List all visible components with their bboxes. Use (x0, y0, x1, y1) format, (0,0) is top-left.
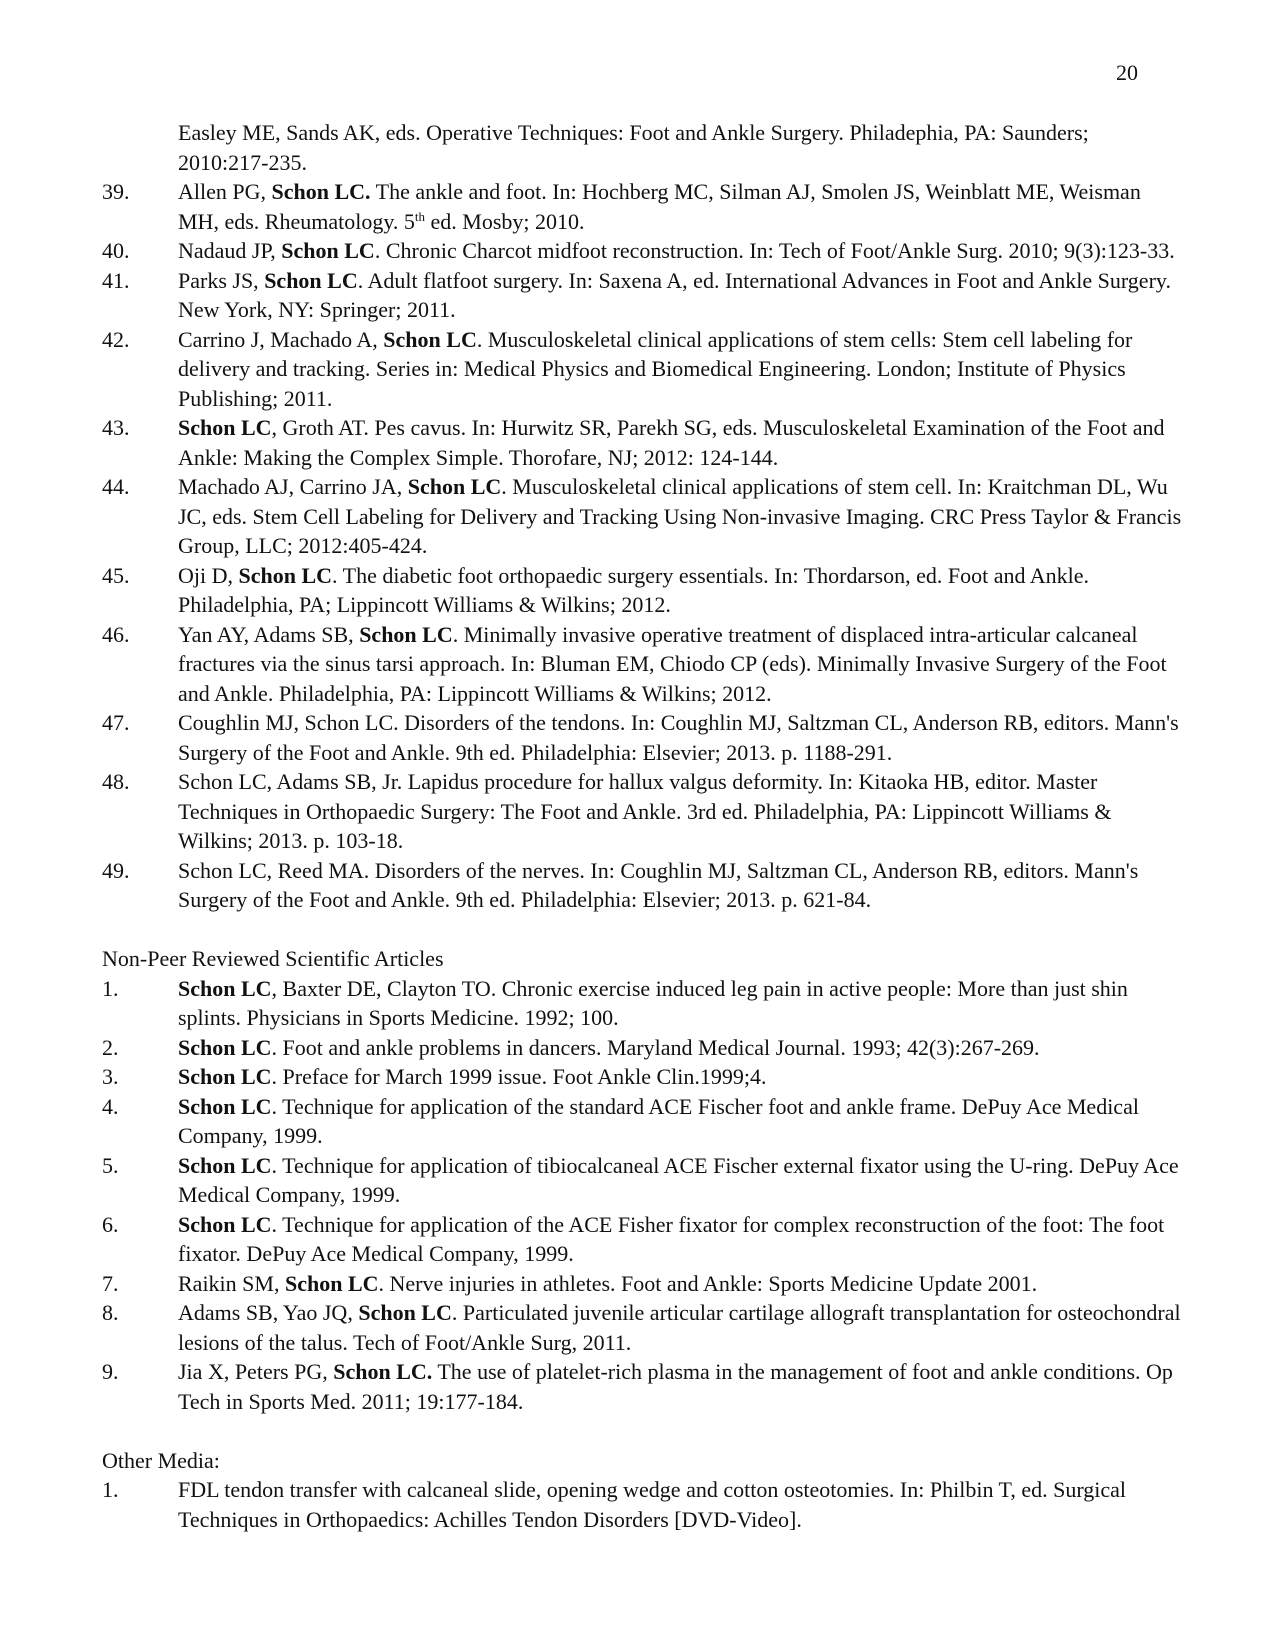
reference-number: 41. (102, 267, 130, 293)
author-highlight: Schon LC (383, 326, 477, 352)
reference-text-part: Allen PG, (178, 179, 272, 204)
reference-text-part: . Nerve injuries in athletes. Foot and Ankle: Sports Medicine Update 2001. (378, 1270, 1038, 1296)
reference-entry (102, 856, 1182, 915)
reference-text (178, 1092, 1182, 1151)
reference-number: 4. (102, 1093, 119, 1119)
reference-text-part: . Chronic Charcot midfoot reconstruction. In: Tech of Foot/Ankle Surg. 2010; 9(3):123-33. (374, 238, 1175, 263)
reference-text-part: . Adult flatfoot surgery. In: Saxena A, ed. International Advances in Foot and Ankle Surgery. New York, NY: Springer; 2011. (178, 267, 1171, 322)
reference-text (178, 561, 1182, 620)
reference-number: 48. (102, 769, 130, 794)
section-heading-non-peer: Non-Peer Reviewed Scientific Articles (102, 946, 444, 971)
reference-text (178, 266, 1182, 325)
reference-text-part: , Baxter DE, Clayton TO. Chronic exercise induced leg pain in active people: More than just shin splints. Physicians in Sports Medicine. 1992; 100. (178, 975, 1128, 1030)
author-highlight: Schon LC (284, 1270, 379, 1296)
page-number: 20 (1116, 60, 1138, 85)
reference-number: 2. (102, 1034, 119, 1060)
reference-text (178, 1062, 1182, 1092)
reference-text (178, 177, 1182, 236)
reference-entry (102, 236, 1182, 266)
author-highlight: Schon LC (178, 1093, 272, 1119)
reference-text-part: . Technique for application of tibiocalcaneal ACE Fischer external fixator using the U-ring. DePuy Ace Medical Company, 1999. (178, 1152, 1179, 1207)
reference-text-part: Schon LC, Reed MA. Disorders of the nerves. In: Coughlin MJ, Saltzman CL, Anderson RB, editors. Mann's Surgery of the Foot and Ankle. 9th ed. Philadelphia: Elsevier; 2013. p. 621-84. (178, 857, 1139, 912)
reference-text-part: Jia X, Peters PG, (178, 1359, 334, 1384)
reference-text-part: Nadaud JP, (178, 238, 282, 263)
reference-entry (102, 708, 1182, 767)
reference-text-part: The use of platelet-rich plasma in the management of foot and ankle conditions. Op Tech in Sports Med. 2011; 19:177-184. (178, 1359, 1173, 1414)
author-highlight: Schon LC (264, 267, 358, 293)
reference-text (178, 1298, 1182, 1357)
reference-text-part: Machado AJ, Carrino JA, (178, 474, 408, 499)
reference-text-part: . The diabetic foot orthopaedic surgery essentials. In: Thordarson, ed. Foot and Ankle. Philadelphia, PA; Lippincott Williams & Wilkins; 2012. (178, 562, 1090, 617)
reference-text-part: Yan AY, Adams SB, (178, 621, 360, 647)
reference-text-part: , Groth AT. Pes cavus. In: Hurwitz SR, Parekh SG, eds. Musculoskeletal Examination of the Foot and Ankle: Making the Complex Simple. Thorofare, NJ; 2012: 124-144. (178, 415, 1165, 470)
reference-text (178, 236, 1182, 266)
reference-entry (102, 177, 1182, 236)
section-heading-other-media: Other Media: (102, 1447, 220, 1473)
reference-number: 42. (102, 326, 130, 352)
reference-entry (102, 1475, 1182, 1534)
reference-entry (102, 472, 1182, 561)
reference-text-part: The ankle and foot. In: Hochberg MC, Silman AJ, Smolen JS, Weinblatt ME, Weisman MH, eds. Rheumatology. 5 (178, 179, 1141, 234)
reference-entry (102, 325, 1182, 414)
reference-entry (102, 974, 1182, 1033)
reference-number: 7. (102, 1270, 119, 1296)
author-highlight: Schon LC (178, 1152, 272, 1178)
reference-number: 40. (102, 238, 130, 263)
author-highlight: Schon LC. (333, 1359, 433, 1384)
reference-text (178, 974, 1182, 1033)
reference-text-part: ed. Mosby; 2010. (425, 208, 585, 234)
reference-text-part: Parks JS, (178, 267, 265, 293)
reference-number: 9. (102, 1359, 119, 1384)
reference-text (178, 325, 1182, 414)
reference-number: 8. (102, 1300, 119, 1325)
reference-text-part: . Particulated juvenile articular cartilage allograft transplantation for osteochondral lesions of the talus. Tech of Foot/Ankle Surg, 2011. (178, 1300, 1181, 1355)
author-highlight: Schon LC (358, 1300, 452, 1325)
author-highlight: Schon LC (407, 474, 502, 499)
reference-entry (102, 1033, 1182, 1063)
reference-number: 5. (102, 1152, 119, 1178)
reference-text-part: Coughlin MJ, Schon LC. Disorders of the tendons. In: Coughlin MJ, Saltzman CL, Anderson RB, editors. Mann's Surgery of the Foot and Ankle. 9th ed. Philadelphia: Elsevier; 2013. p. 1188-291. (178, 710, 1179, 765)
reference-text (178, 1357, 1182, 1416)
reference-text-part: . Foot and ankle problems in dancers. Maryland Medical Journal. 1993; 42(3):267-269. (271, 1034, 1040, 1060)
reference-text (178, 1033, 1182, 1063)
reference-text-part: Raikin SM, (178, 1270, 285, 1296)
reference-entry (102, 266, 1182, 325)
reference-entry (102, 1298, 1182, 1357)
reference-number: 3. (102, 1064, 119, 1089)
reference-entry (102, 1357, 1182, 1416)
reference-number: 47. (102, 710, 130, 735)
reference-text (178, 1475, 1182, 1534)
author-highlight: Schon LC (178, 1034, 272, 1060)
author-highlight: Schon LC (238, 562, 333, 588)
reference-text-part: . Musculoskeletal clinical applications of stem cell. In: Kraitchman DL, Wu JC, eds. Stem Cell Labeling for Delivery and Tracking Using Non-invasive Imaging. CRC Press Taylor & Francis Group, LLC; 2012:405-424. (178, 474, 1182, 558)
reference-entry (102, 413, 1182, 472)
reference-number: 43. (102, 415, 130, 440)
author-highlight: Schon LC (178, 975, 272, 1001)
author-highlight: Schon LC (178, 1064, 272, 1089)
reference-text (178, 620, 1182, 709)
reference-text-part: FDL tendon transfer with calcaneal slide, opening wedge and cotton osteotomies. In: Philbin T, ed. Surgical Techniques in Orthopaedics: Achilles Tendon Disorders [DVD-Video]. (178, 1477, 1127, 1532)
reference-text (178, 472, 1182, 561)
author-highlight: Schon LC (178, 415, 272, 440)
reference-text (178, 1269, 1182, 1299)
reference-entry (102, 561, 1182, 620)
reference-number: 44. (102, 474, 130, 499)
reference-number: 1. (102, 975, 119, 1001)
author-highlight: Schon LC. (271, 179, 371, 204)
reference-text-part: . Minimally invasive operative treatment of displaced intra-articular calcaneal fractures via the sinus tarsi approach. In: Bluman EM, Chiodo CP (eds). Minimally Invasive Surgery of the Foot and Ankle. Philadelphia, PA: Lippincott Williams & Wilkins; 2012. (178, 621, 1167, 706)
reference-text (178, 1210, 1182, 1269)
author-highlight: Schon LC (359, 621, 453, 647)
reference-text (178, 856, 1182, 915)
author-highlight: Schon LC (178, 1211, 272, 1237)
reference-text (178, 1151, 1182, 1210)
reference-entry (102, 1062, 1182, 1092)
author-highlight: Schon LC (281, 238, 375, 263)
reference-entry (102, 620, 1182, 709)
references-content (102, 118, 1182, 1534)
other-media-list (102, 1475, 1182, 1534)
book-chapters-list (102, 177, 1182, 915)
reference-text-part: . Technique for application of the standard ACE Fischer foot and ankle frame. DePuy Ace Medical Company, 1999. (178, 1093, 1139, 1148)
reference-number: 49. (102, 857, 130, 883)
reference-text-part: . Musculoskeletal clinical applications of stem cells: Stem cell labeling for delivery and tracking. Series in: Medical Physics and Biomedical Engineering. London; Institute of Physics Publishing; 2011. (178, 326, 1133, 411)
reference-text-part: Oji D, (178, 562, 239, 588)
reference-entry (102, 1092, 1182, 1151)
reference-entry (102, 767, 1182, 856)
reference-number: 45. (102, 562, 130, 588)
reference-number: 6. (102, 1211, 119, 1237)
reference-text-part: Adams SB, Yao JQ, (178, 1300, 359, 1325)
reference-text-part: . Technique for application of the ACE Fisher fixator for complex reconstruction of the foot: The foot fixator. DePuy Ace Medical Company, 1999. (178, 1211, 1165, 1266)
reference-number: 46. (102, 621, 130, 647)
reference-entry (102, 1210, 1182, 1269)
reference-text-part: Carrino J, Machado A, (178, 326, 384, 352)
reference-text (178, 767, 1182, 856)
reference-text (178, 413, 1182, 472)
reference-text-part: Schon LC, Adams SB, Jr. Lapidus procedure for hallux valgus deformity. In: Kitaoka HB, editor. Master Techniques in Orthopaedic Surgery: The Foot and Ankle. 3rd ed. Philadelphia, PA: Lippincott Williams & Wilkins; 2013. p. 103-18. (178, 769, 1112, 853)
reference-entry (102, 1151, 1182, 1210)
reference-text-part: . Preface for March 1999 issue. Foot Ankle Clin.1999;4. (271, 1064, 767, 1089)
edition-superscript: th (414, 208, 426, 224)
reference-entry (102, 1269, 1182, 1299)
reference-number: 1. (102, 1477, 119, 1502)
reference-text (178, 708, 1182, 767)
continuation-entry: Easley ME, Sands AK, eds. Operative Techniques: Foot and Ankle Surgery. Philadephia, PA: Saunders; 2010:217-235. (178, 120, 1089, 175)
non-peer-articles-list (102, 974, 1182, 1417)
reference-number: 39. (102, 179, 130, 204)
